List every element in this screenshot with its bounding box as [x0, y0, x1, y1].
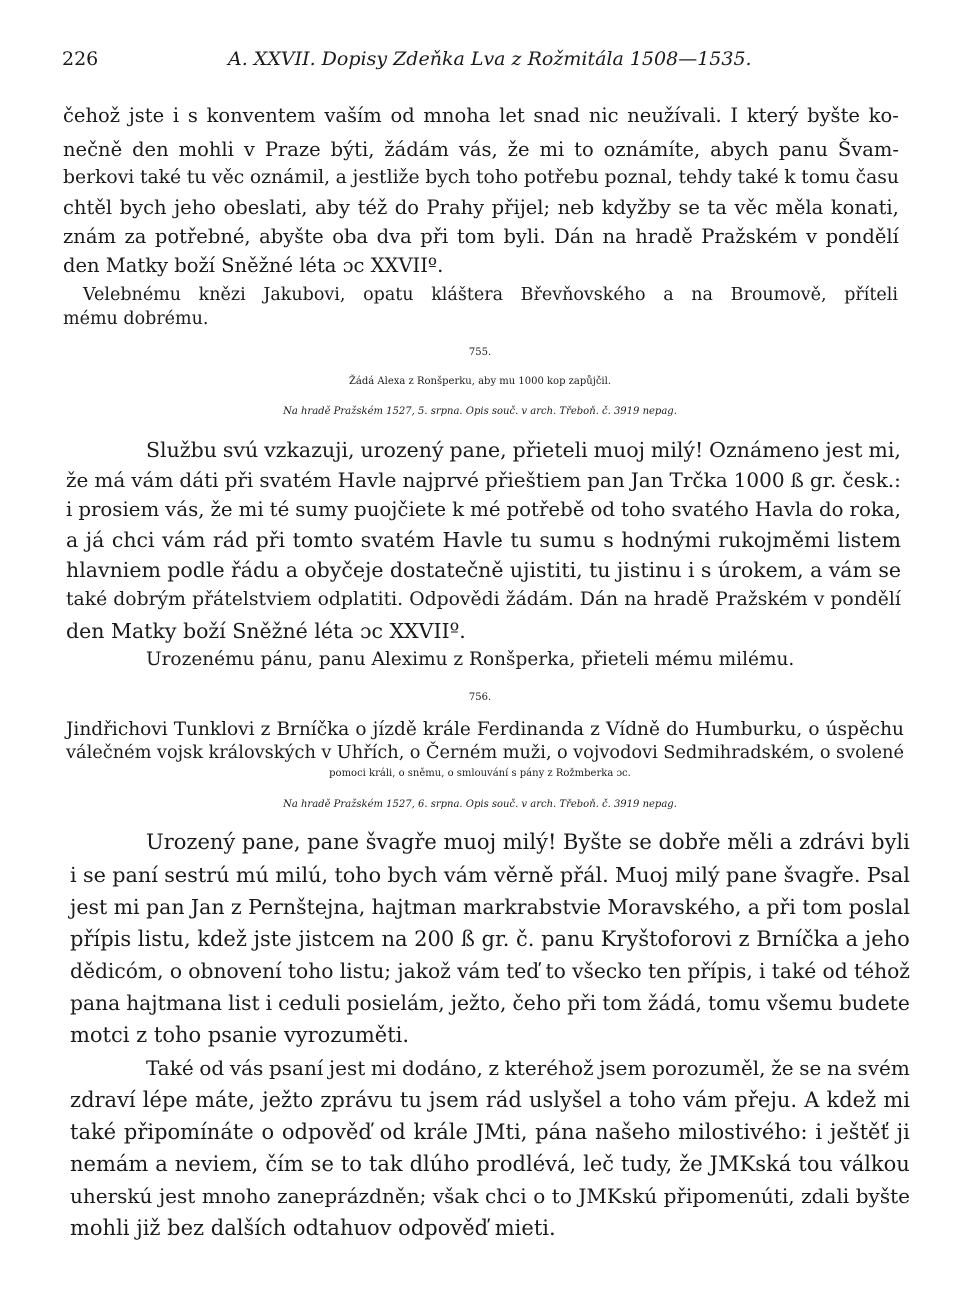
text-line: Službu svú vzkazuji, urozený pane, přieteli muoj milý! Oznámeno jest mi, — [146, 438, 901, 462]
text-line: mohli již bez dalších odtahuov odpověď mieti. — [70, 1216, 556, 1240]
text-line: motci z toho psanie vyrozuměti. — [70, 1023, 410, 1047]
text-line: den Matky boží Sněžné léta ɔc XXVIIº. — [63, 254, 444, 277]
summary-line: Jindřichovi Tunklovi z Brníčka o jízdě krále Ferdinanda z Vídně do Humburku, o úspěchu — [66, 719, 904, 740]
text-line: přípis listu, kdež jste jistcem na 200 ß gr. č. panu Kryštoforovi z Brníčka a jeho — [70, 927, 910, 951]
text-line: i prosiem vás, že mi té sumy puojčiete k mé potřebě od toho svatého Havla do roka, — [66, 498, 901, 521]
text-line: také dobrým přátelstviem odplatiti. Odpovědi žádám. Dán na hradě Pražském v pondělí — [66, 589, 901, 610]
address-line: Velebnému knězi Jakubovi, opatu kláštera Břevňovského a na Broumově, příteli — [83, 285, 898, 305]
running-head: A. XXVII. Dopisy Zdeňka Lva z Rožmitála 1508—1535. — [228, 48, 752, 70]
text-line: den Matky boží Sněžné léta ɔc XXVIIº. — [66, 619, 466, 643]
summary-line: válečném vojsk královských v Uhřích, o Černém muži, o vojvodovi Sedmihradském, o svolené — [66, 743, 904, 763]
text-line: znám za potřebné, abyšte oba dva při tom byli. Dán na hradě Pražském v pondělí — [63, 225, 899, 248]
text-line: nemám a neviem, čím se to tak dlúho prodlévá, leč tudy, že JMKská tou válkou — [70, 1152, 910, 1176]
text-line: zdraví lépe máte, ježto zprávu tu jsem rád uslyšel a toho vám přeju. A kdež mi — [70, 1088, 910, 1112]
page-number: 226 — [62, 48, 99, 70]
text-line: chtěl bych jeho obeslati, aby též do Prahy přijel; neb kdyžby se ta věc měla konati, — [63, 196, 899, 219]
letter-number: 756. — [468, 692, 492, 703]
text-line: Urozený pane, pane švagře muoj milý! Byšte se dobře měli a zdrávi byli — [146, 830, 910, 854]
text-line: Také od vás psaní jest mi dodáno, z kteréhož jsem porozuměl, že se na svém — [146, 1056, 910, 1080]
summary-line: pomoci králi, o sněmu, o smlouvání s pány z Rožmberka ɔc. — [329, 768, 631, 779]
address-line: mému dobrému. — [63, 309, 209, 329]
text-line: že má vám dáti při svatém Havle najprvé přieštiem pan Jan Trčka 1000 ß gr. česk.: — [66, 468, 901, 492]
source-note: Na hradě Pražském 1527, 6. srpna. Opis souč. v arch. Třeboň. č. 3919 nepag. — [283, 799, 677, 810]
text-line: nečně den mohli v Praze býti, žádám vás, že mi to oznámíte, abych panu Švam- — [63, 138, 899, 161]
text-line: dědicóm, o obnovení toho listu; jakož vám teď to všecko ten přípis, i také od téhož — [70, 959, 910, 983]
text-line: hlavniem podle řádu a obyčeje dostatečně ujistiti, tu jistinu i s úrokem, a vám se — [66, 558, 901, 582]
text-line: berkovi také tu věc oznámil, a jestliže bych toho potřebu poznal, tehdy také k tomu času — [63, 167, 899, 188]
letter-summary: Žádá Alexa z Ronšperku, aby mu 1000 kop zapůjčil. — [348, 376, 612, 387]
text-line: jest mi pan Jan z Pernštejna, hajtman markrabstvie Moravského, a při tom poslal — [70, 895, 910, 919]
letter-number: 755. — [468, 347, 492, 358]
address-line: Urozenému pánu, panu Aleximu z Ronšperka, přieteli mému milému. — [146, 649, 795, 670]
text-line: pana hajtmana list i ceduli posielám, ježto, čeho při tom žádá, tomu všemu budete — [70, 991, 910, 1015]
text-line: i se paní sestrú mú milú, toho bych vám věrně přál. Muoj milý pane švagře. Psal — [70, 863, 910, 887]
text-line: a já chci vám rád při tomto svatém Havle tu sumu s hodnými rukojměmi listem — [66, 528, 901, 552]
text-line: také připomínáte o odpověď od krále JMti, pána našeho milostivého: i ještěť ji — [70, 1120, 910, 1144]
source-note: Na hradě Pražském 1527, 5. srpna. Opis souč. v arch. Třeboň. č. 3919 nepag. — [283, 406, 677, 417]
text-line: uherskú jest mnoho zaneprázdněn; však chci o to JMKskú připomenúti, zdali byšte — [70, 1184, 910, 1208]
text-line: čehož jste i s konventem vaším od mnoha let snad nic neužívali. I který byšte ko- — [63, 104, 899, 127]
